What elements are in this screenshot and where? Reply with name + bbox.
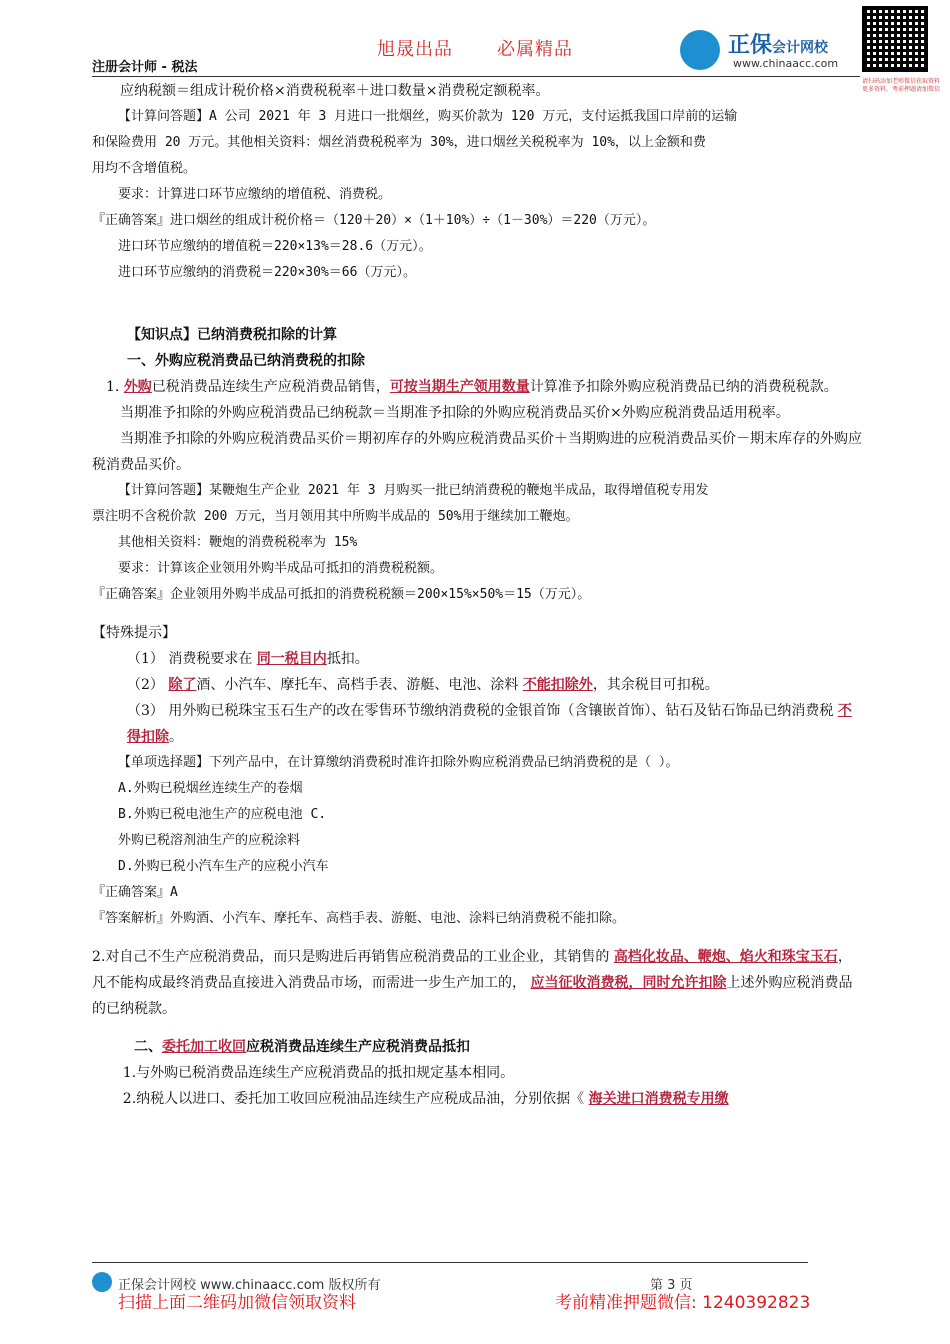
p6-highlight: 海关进口消费税专用缴 bbox=[588, 1091, 729, 1107]
choice-option-c: 外购已税溶剂油生产的应税涂料 bbox=[118, 833, 301, 848]
paragraph-6 bbox=[92, 1086, 862, 1112]
header-divider bbox=[92, 76, 860, 77]
page-number: 第 3 页 bbox=[650, 1278, 693, 1293]
answer-2: 『正确答案』企业领用外购半成品可抵扣的消费税税额＝200×15%×50%＝15（万元）。 bbox=[92, 587, 591, 602]
choice-explanation: 『答案解析』外购酒、小汽车、摩托车、高档手表、游艇、电池、涂料已纳消费税不能扣除。 bbox=[92, 911, 626, 926]
question-2-requirement: 要求：计算该企业领用外购半成品可抵扣的消费税税额。 bbox=[118, 561, 444, 576]
logo-title-sub: 会计网校 bbox=[772, 40, 829, 56]
question-2-line1: 【计算问答题】某鞭炮生产企业 2021 年 3 月购买一批已纳消费税的鞭炮半成品，取得增值税专用发 bbox=[118, 483, 709, 498]
header-subtitle: 注册会计师 - 税法 bbox=[92, 60, 198, 75]
header-publisher-right: 必属精品 bbox=[497, 39, 573, 60]
formula-line: 应纳税额＝组成计税价格×消费税税率＋进口数量×消费税定额税率。 bbox=[120, 83, 550, 99]
p4-text-a: 2.对自己不生产应税消费品，而只是购进后再销售应税消费品的工业企业，其销售的 bbox=[92, 949, 614, 965]
footer-divider bbox=[92, 1262, 808, 1263]
p6-text-a: 2.纳税人以进口、委托加工收回应税油品连续生产应税成品油，分别依据《 bbox=[122, 1091, 589, 1107]
section-2-highlight: 委托加工收回 bbox=[162, 1039, 246, 1055]
knowledge-heading: 【知识点】已纳消费税扣除的计算 bbox=[127, 327, 337, 343]
question-1-requirement: 要求：计算进口环节应缴纳的增值税、消费税。 bbox=[118, 187, 392, 202]
document-body bbox=[92, 78, 862, 1112]
p1-text-b: 已税消费品连续生产应税消费品销售， bbox=[151, 379, 390, 395]
header-publisher-left: 旭晟出品 bbox=[377, 39, 453, 60]
footer-logo-icon bbox=[92, 1272, 112, 1292]
qr-caption-line2: 更多资料，考前押题请加微信 bbox=[862, 86, 941, 93]
logo-title-main: 正保 bbox=[728, 33, 773, 58]
spacer bbox=[92, 608, 862, 620]
p1-highlight-1: 外购 bbox=[123, 379, 152, 395]
paragraph-1 bbox=[92, 374, 862, 400]
answer-1-line2: 进口环节应缴纳的增值税＝220×13%＝28.6（万元）。 bbox=[118, 239, 432, 254]
choice-answer: 『正确答案』A bbox=[92, 885, 178, 900]
tip-3-text-a: （3） 用外购已税珠宝玉石生产的改在零售环节缴纳消费税的金银首饰（含镶嵌首饰）、钻石及钻石饰品已纳消费税 bbox=[127, 703, 838, 719]
spacer bbox=[92, 1022, 862, 1034]
spacer bbox=[92, 932, 862, 944]
qr-code-icon bbox=[862, 6, 928, 72]
paragraph-3: 当期准予扣除的外购应税消费品买价＝期初库存的外购应税消费品买价＋当期购进的应税消费品买价－期末库存的外购应税消费品买价。 bbox=[92, 431, 862, 473]
tip-3-highlight: 不得扣除 bbox=[127, 703, 852, 745]
tip-1-text-b: 抵扣。 bbox=[326, 651, 369, 667]
p1-highlight-2: 可按当期生产领用数量 bbox=[389, 379, 530, 395]
p4-highlight-2: 应当征收消费税，同时允许扣除 bbox=[530, 975, 727, 991]
question-2-line2: 票注明不含税价款 200 万元，当月领用其中所购半成品的 50%用于继续加工鞭炮。 bbox=[92, 509, 579, 524]
footer-brand: 正保会计网校 www.chinaacc.com 版权所有 bbox=[118, 1278, 381, 1293]
tip-1-text-a: （1） 消费税要求在 bbox=[127, 651, 257, 667]
logo-icon bbox=[680, 30, 720, 70]
logo-title bbox=[728, 28, 828, 59]
footer-promo-right: 考前精准押题微信: 1240392823 bbox=[555, 1293, 811, 1313]
choice-option-b: B.外购已税电池生产的应税电池 C. bbox=[118, 807, 327, 822]
section-2-text-b: 应税消费品连续生产应税消费品抵扣 bbox=[246, 1039, 470, 1055]
tip-1-highlight: 同一税目内 bbox=[256, 651, 327, 667]
p4-highlight-1: 高档化妆品、鞭炮、焰火和珠宝玉石 bbox=[613, 949, 838, 965]
choice-option-d: D.外购已税小汽车生产的应税小汽车 bbox=[118, 859, 329, 874]
question-1-line1: 【计算问答题】A 公司 2021 年 3 月进口一批烟丝，购买价款为 120 万元，支付运抵我国口岸前的运输 bbox=[118, 109, 738, 124]
answer-1-line3: 进口环节应缴纳的消费税＝220×30%＝66（万元）。 bbox=[118, 265, 416, 280]
tip-2-text-c: ，其余税目可扣税。 bbox=[592, 677, 719, 693]
tip-2-text-a: （2） bbox=[127, 677, 169, 693]
tip-2 bbox=[92, 672, 862, 698]
p1-prefix: 1. bbox=[106, 379, 124, 395]
p4-text-c: 上述外购应税消费品的已纳税款。 bbox=[92, 975, 853, 1017]
tip-1 bbox=[92, 646, 862, 672]
choice-option-a: A.外购已税烟丝连续生产的卷烟 bbox=[118, 781, 303, 796]
special-tip-heading: 【特殊提示】 bbox=[92, 625, 176, 641]
tip-2-highlight-2: 不能扣除外 bbox=[522, 677, 593, 693]
p4-text-b: ，凡不能构成最终消费品直接进入消费品市场，而需进一步生产加工的， bbox=[92, 949, 852, 991]
tip-2-text-b: 酒、小汽车、摩托车、高档手表、游艇、电池、涂料 bbox=[196, 677, 523, 693]
qr-caption-line1: 请扫码添加老师微信获取资料 bbox=[862, 78, 941, 85]
footer-promo-left: 扫描上面二维码加微信领取资料 bbox=[118, 1293, 356, 1313]
logo-url: www.chinaacc.com bbox=[733, 57, 839, 70]
section-2-text-a: 二、 bbox=[134, 1039, 162, 1055]
qr-caption bbox=[862, 78, 942, 94]
tip-3-text-b: 。 bbox=[169, 729, 183, 745]
tip-2-highlight-1: 除了 bbox=[168, 677, 197, 693]
choice-question: 【单项选择题】下列产品中，在计算缴纳消费税时准许扣除外购应税消费品已纳消费税的是（ ）。 bbox=[118, 755, 679, 770]
p1-text-c: 计算准予扣除外购应税消费品已纳的消费税税款。 bbox=[529, 379, 838, 395]
spacer bbox=[92, 286, 862, 322]
paragraph-5: 1.与外购已税消费品连续生产应税消费品的抵扣规定基本相同。 bbox=[122, 1065, 515, 1081]
section-1-heading: 一、外购应税消费品已纳消费税的扣除 bbox=[127, 353, 365, 369]
section-2-heading bbox=[92, 1034, 862, 1060]
answer-1-line1: 『正确答案』进口烟丝的组成计税价格＝（120＋20）×（1＋10%）÷（1－30%）＝220（万元）。 bbox=[92, 213, 656, 228]
tip-3 bbox=[92, 698, 862, 750]
question-2-line3: 其他相关资料：鞭炮的消费税税率为 15% bbox=[118, 535, 358, 550]
question-1-line3: 用均不含增值税。 bbox=[92, 161, 197, 176]
paragraph-4 bbox=[92, 944, 862, 1022]
question-1-line2: 和保险费用 20 万元。其他相关资料：烟丝消费税税率为 30%，进口烟丝关税税率为 10%，以上金额和费 bbox=[92, 135, 706, 150]
paragraph-2: 当期准予扣除的外购应税消费品已纳税款＝当期准予扣除的外购应税消费品买价×外购应税消费品适用税率。 bbox=[120, 405, 790, 421]
